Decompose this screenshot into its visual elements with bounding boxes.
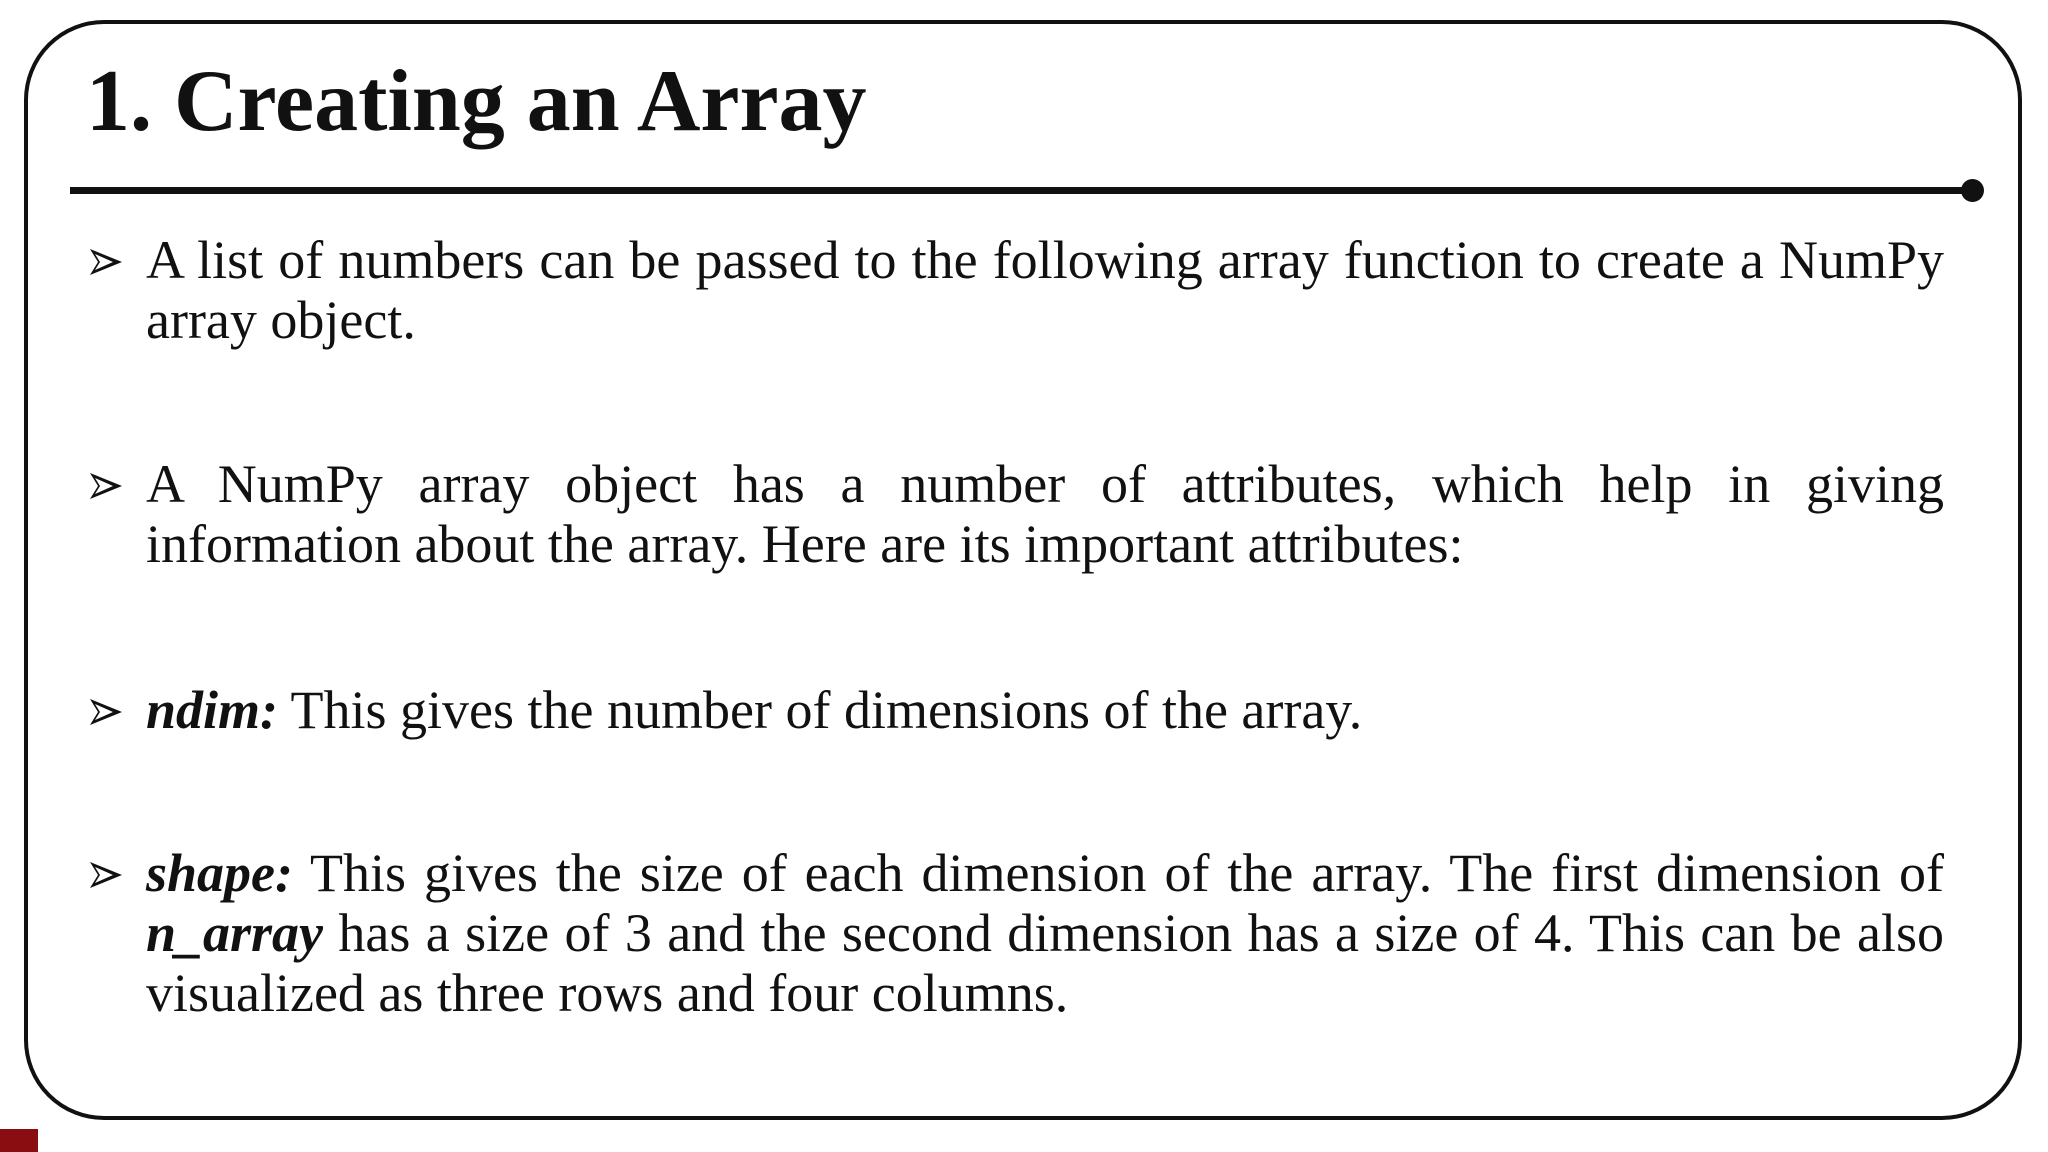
- bullet-item-ndim: [86, 680, 1944, 740]
- bullet-text: [146, 843, 1944, 1023]
- attribute-description-part: This gives the size of each dimension of the array. The first dimension of: [293, 843, 1944, 903]
- attribute-description-part: has a size of 3 and the second dimension has a size of 4. This can be also visualized as three rows and four columns.: [146, 903, 1944, 1023]
- inline-term-n-array: n_array: [146, 903, 324, 963]
- title-underline: [70, 187, 1970, 194]
- footer-marker: [0, 1129, 38, 1152]
- bullet-text: A NumPy array object has a number of attributes, which help in giving information about the array. Here are its important attributes:: [146, 454, 1944, 574]
- arrowhead-bullet-icon: [86, 471, 126, 501]
- attribute-term-shape: shape:: [146, 843, 293, 903]
- slide-title: 1. Creating an Array: [86, 53, 867, 150]
- bullet-text: [146, 680, 1944, 740]
- attribute-description: This gives the number of dimensions of the array.: [278, 680, 1363, 740]
- bullet-item-array-attributes: [86, 454, 1944, 574]
- arrowhead-bullet-icon: [86, 697, 126, 727]
- bullet-item-shape: [86, 843, 1944, 1023]
- attribute-term-ndim: ndim:: [146, 680, 279, 740]
- arrowhead-bullet-icon: [86, 860, 126, 890]
- bullet-text: A list of numbers can be passed to the following array function to create a NumPy array object.: [146, 230, 1944, 350]
- bullet-item-array-function: [86, 230, 1944, 350]
- arrowhead-bullet-icon: [86, 247, 126, 277]
- title-underline-end-dot: [1961, 179, 1984, 202]
